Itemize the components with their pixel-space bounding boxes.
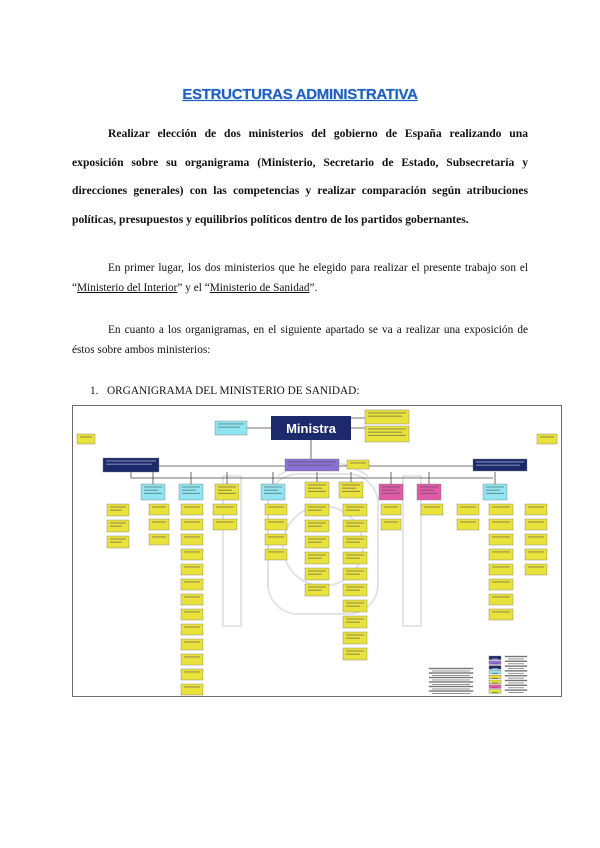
- box-text-line: [346, 542, 360, 543]
- box-text-line: [218, 490, 232, 491]
- box-text-line: [308, 485, 326, 486]
- box-text-line: [540, 437, 554, 438]
- col-k-7: [489, 609, 513, 620]
- box-text-line: [432, 689, 470, 690]
- box-text-line: [492, 663, 498, 664]
- box-text-line: [268, 507, 284, 508]
- col-c-2: [181, 534, 203, 545]
- col-c-1: [181, 519, 203, 530]
- box-text-line: [508, 663, 524, 664]
- col-c-6: [181, 594, 203, 605]
- box-text-line: [486, 493, 504, 494]
- box-text-line: [492, 668, 498, 669]
- box-text-line: [346, 510, 360, 511]
- box-direccion-general-2: [215, 484, 239, 500]
- box-top-right-2: [365, 426, 409, 442]
- col-l-1: [525, 519, 547, 530]
- document-title: ESTRUCTURAS ADMINISTRATIVA: [182, 86, 418, 103]
- section-heading-text: ORGANIGRAMA DEL MINISTERIO DE SANIDAD:: [106, 385, 360, 397]
- intro-paragraph: [72, 120, 528, 234]
- legend-text-5: [505, 680, 527, 681]
- box-text-line: [308, 507, 326, 508]
- p2-post: ”.: [309, 282, 318, 294]
- box-direccion-general-7: [417, 484, 441, 500]
- col-j-0: [457, 504, 479, 515]
- box-text-line: [368, 413, 406, 414]
- box-text-line: [384, 522, 398, 523]
- box-text-line: [106, 464, 152, 465]
- paragraph-organigramas: [72, 320, 528, 360]
- section-heading: [90, 385, 359, 397]
- box-text-line: [346, 507, 364, 508]
- box-text-line: [184, 552, 200, 553]
- box-text-line: [308, 555, 326, 556]
- box-text-line: [152, 507, 166, 508]
- box-text-line: [308, 542, 322, 543]
- col-c-5: [181, 579, 203, 590]
- box-text-line: [218, 487, 236, 488]
- box-text-line: [432, 671, 470, 672]
- box-text-line: [308, 571, 326, 572]
- box-text-line: [492, 537, 510, 538]
- col-k-3: [489, 549, 513, 560]
- box-text-line: [346, 651, 364, 652]
- box-text-line: [346, 606, 360, 607]
- box-text-line: [110, 510, 122, 511]
- legend-text-2: [505, 666, 527, 667]
- box-text-line: [528, 567, 544, 568]
- col-h-1: [381, 519, 401, 530]
- footnote-line-2: [429, 677, 473, 678]
- col-c-10: [181, 654, 203, 665]
- box-direccion-general-6: [379, 484, 403, 500]
- col-c-3: [181, 549, 203, 560]
- box-text-line: [308, 491, 326, 492]
- box-text-line: [382, 493, 400, 494]
- box-text-line: [346, 619, 364, 620]
- box-text-line: [492, 522, 510, 523]
- box-text-line: [216, 522, 234, 523]
- box-text-line: [350, 463, 366, 464]
- box-text-line: [346, 574, 360, 575]
- box-direccion-general-8: [483, 484, 507, 500]
- box-left-mini: [77, 434, 95, 444]
- box-text-line: [184, 687, 200, 688]
- box-text-line: [382, 490, 396, 491]
- box-text-line: [184, 612, 200, 613]
- col-c-7: [181, 609, 203, 620]
- box-text-line: [342, 491, 360, 492]
- box-text-line: [368, 435, 406, 436]
- box-text-line: [508, 687, 524, 688]
- box-text-line: [182, 493, 200, 494]
- box-text-line: [144, 487, 162, 488]
- box-text-line: [268, 552, 284, 553]
- box-text-line: [218, 424, 244, 425]
- col-e-2: [265, 534, 287, 545]
- connector: [351, 418, 365, 428]
- box-text-line: [184, 567, 200, 568]
- box-text-line: [264, 490, 278, 491]
- box-text-line: [346, 555, 364, 556]
- box-text-line: [308, 590, 322, 591]
- box-text-line: [460, 507, 476, 508]
- footnote-line-1: [429, 673, 473, 674]
- col-i-0: [421, 504, 443, 515]
- legend-text-1: [505, 661, 527, 662]
- paragraph-ministries: [72, 258, 528, 298]
- box-text-line: [492, 567, 510, 568]
- box-text-line: [184, 672, 200, 673]
- box-text-line: [308, 488, 322, 489]
- box-text-line: [110, 526, 122, 527]
- box-text-line: [346, 638, 360, 639]
- org-chart-svg: [73, 406, 561, 696]
- box-text-line: [424, 507, 440, 508]
- box-text-line: [492, 597, 510, 598]
- box-text-line: [152, 522, 166, 523]
- col-k-5: [489, 579, 513, 590]
- box-text-line: [460, 522, 476, 523]
- box-text-line: [420, 493, 438, 494]
- box-text-line: [288, 465, 332, 466]
- box-text-line: [184, 507, 200, 508]
- box-text-line: [308, 539, 326, 540]
- col-k-1: [489, 519, 513, 530]
- box-mini-center: [347, 460, 369, 469]
- box-text-line: [368, 416, 402, 417]
- box-text-line: [508, 683, 524, 684]
- box-text-line: [268, 537, 284, 538]
- col-d-1: [213, 519, 237, 530]
- col-b-0: [149, 504, 169, 515]
- box-text-line: [528, 537, 544, 538]
- col-l-4: [525, 564, 547, 575]
- col-k-6: [489, 594, 513, 605]
- box-text-line: [184, 582, 200, 583]
- box-text-line: [346, 587, 364, 588]
- col-c-0: [181, 504, 203, 515]
- box-text-line: [528, 552, 544, 553]
- box-text-line: [492, 659, 498, 660]
- box-text-line: [346, 571, 364, 572]
- col-b-2: [149, 534, 169, 545]
- box-top-right-1: [365, 410, 409, 424]
- box-text-line: [264, 487, 282, 488]
- box-text-line: [184, 537, 200, 538]
- box-text-line: [346, 654, 360, 655]
- box-text-line: [508, 659, 524, 660]
- box-direccion-general-3: [261, 484, 285, 500]
- box-gabinete: [215, 421, 247, 435]
- box-text-line: [368, 432, 402, 433]
- col-c-12: [181, 684, 203, 695]
- box-text-line: [432, 693, 470, 694]
- box-text-line: [486, 490, 500, 491]
- col-h-0: [381, 504, 401, 515]
- box-direccion-general-4: [305, 482, 329, 498]
- box-text-line: [110, 539, 126, 540]
- box-text-line: [432, 684, 470, 685]
- box-text-line: [508, 673, 524, 674]
- box-text-line: [110, 523, 126, 524]
- box-text-line: [184, 522, 200, 523]
- box-text-line: [342, 485, 360, 486]
- box-text-line: [368, 429, 406, 430]
- box-text-line: [420, 490, 434, 491]
- col-c-9: [181, 639, 203, 650]
- col-k-4: [489, 564, 513, 575]
- box-text-line: [384, 507, 398, 508]
- box-text-line: [346, 558, 360, 559]
- col-d-0: [213, 504, 237, 515]
- legend-text-4: [505, 675, 527, 676]
- box-text-line: [110, 507, 126, 508]
- box-text-line: [308, 523, 326, 524]
- org-boxes: [77, 410, 557, 696]
- box-text-line: [420, 487, 438, 488]
- legend-text-0: [505, 656, 527, 657]
- footnote-line-4: [429, 686, 473, 687]
- col-l-0: [525, 504, 547, 515]
- col-l-2: [525, 534, 547, 545]
- box-text-line: [308, 510, 322, 511]
- section-number: 1.: [90, 385, 99, 397]
- box-text-line: [492, 552, 510, 553]
- box-text-line: [342, 488, 356, 489]
- box-text-line: [508, 692, 524, 693]
- box-text-line: [182, 490, 196, 491]
- box-text-line: [432, 675, 470, 676]
- box-text-line: [218, 493, 236, 494]
- box-right-mini: [537, 434, 557, 444]
- footnote-line-0: [429, 668, 473, 669]
- box-text-line: [508, 668, 524, 669]
- box-text-line: [492, 612, 510, 613]
- box-text-line: [182, 487, 200, 488]
- box-text-line: [346, 523, 364, 524]
- p2-pre: En primer lugar, los dos ministerios que he elegido para realizar el presente trabajo son el “: [72, 262, 528, 294]
- col-e-3: [265, 549, 287, 560]
- box-text-line: [152, 537, 166, 538]
- col-b-1: [149, 519, 169, 530]
- box-direccion-general-0: [141, 484, 165, 500]
- col-c-11: [181, 669, 203, 680]
- box-text-line: [216, 507, 234, 508]
- footnote-line-5: [429, 691, 473, 692]
- box-direccion-general-1: [179, 484, 203, 500]
- legend-text-3: [505, 670, 527, 671]
- box-text-line: [346, 635, 364, 636]
- box-text-line: [382, 487, 400, 488]
- box-text-line: [528, 522, 544, 523]
- p2-mid: ” y el “: [177, 282, 210, 294]
- box-text-line: [184, 627, 200, 628]
- legend-text-7: [505, 690, 527, 691]
- col-l-3: [525, 549, 547, 560]
- intro-text: Realizar elección de dos ministerios del gobierno de España realizando una exposición sobre su organigrama (Ministerio, Secretario de Estado, Subsecretaría y direcciones generales) con las competencias y realizar comparación según atribuciones políticas, presupuestos y equilibrios políticos dentro de los partidos gobernantes.: [72, 127, 528, 226]
- box-text-line: [144, 490, 158, 491]
- box-text-line: [492, 683, 498, 684]
- col-j-1: [457, 519, 479, 530]
- box-text-line: [144, 493, 162, 494]
- box-text-line: [476, 462, 524, 463]
- box-text-line: [308, 558, 322, 559]
- box-text-line: [110, 542, 122, 543]
- footnote-line-3: [429, 682, 473, 683]
- link-ministerio-sanidad[interactable]: Ministerio de Sanidad: [209, 282, 310, 294]
- box-text-line: [432, 680, 470, 681]
- box-direccion-general-5: [339, 482, 363, 498]
- box-text-line: [264, 493, 282, 494]
- box-text-line: [184, 642, 200, 643]
- box-text-line: [508, 678, 524, 679]
- col-k-0: [489, 504, 513, 515]
- box-text-line: [308, 526, 322, 527]
- box-text-line: [268, 522, 284, 523]
- col-e-0: [265, 504, 287, 515]
- box-text-line: [492, 673, 498, 674]
- box-text-line: [476, 465, 520, 466]
- box-text-line: [308, 574, 322, 575]
- box-text-line: [346, 603, 364, 604]
- box-text-line: [218, 427, 240, 428]
- box-text-line: [486, 487, 504, 488]
- box-text-line: [346, 539, 364, 540]
- box-text-line: [492, 582, 510, 583]
- box-text-line: [492, 687, 498, 688]
- box-text-line: [492, 678, 498, 679]
- legend-text-6: [505, 685, 527, 686]
- box-text-line: [184, 657, 200, 658]
- box-text-line: [106, 461, 156, 462]
- box-text-line: [184, 597, 200, 598]
- col-c-8: [181, 624, 203, 635]
- p3-text: En cuanto a los organigramas, en el siguiente apartado se va a realizar una exposición de éstos sobre ambos ministerios:: [72, 324, 528, 356]
- box-text-line: [346, 590, 360, 591]
- box-secretaria-general: [103, 458, 159, 472]
- box-text-line: [346, 526, 360, 527]
- box-text-line: [492, 507, 510, 508]
- box-text-line: [308, 587, 326, 588]
- link-ministerio-interior[interactable]: Ministerio del Interior: [77, 282, 178, 294]
- col-e-1: [265, 519, 287, 530]
- box-text-line: [492, 692, 498, 693]
- box-text-line: [288, 462, 336, 463]
- ministra-label: Ministra: [286, 421, 336, 436]
- org-chart-image: [72, 405, 562, 697]
- box-text-line: [346, 622, 360, 623]
- col-c-4: [181, 564, 203, 575]
- box-text-line: [80, 437, 92, 438]
- col-k-2: [489, 534, 513, 545]
- box-text-line: [528, 507, 544, 508]
